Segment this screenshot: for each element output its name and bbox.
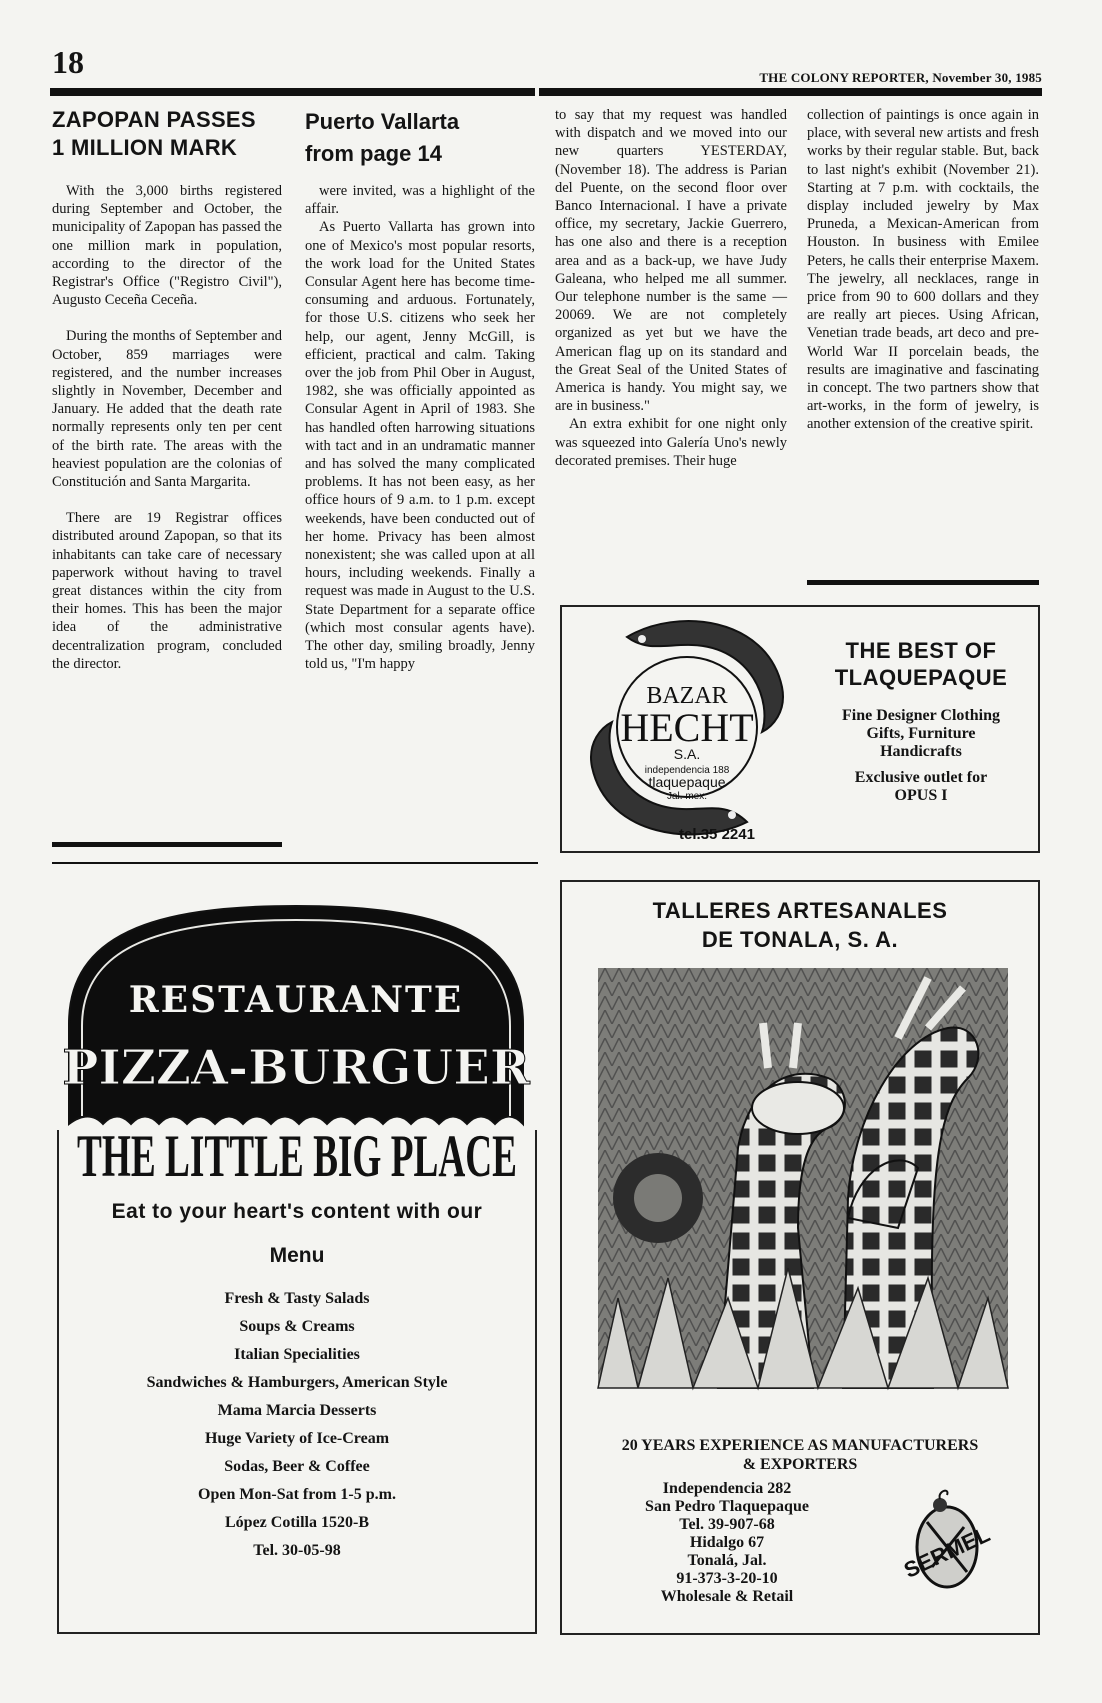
bazar-hecht-logo bbox=[567, 607, 807, 847]
restaurant-sign bbox=[54, 894, 538, 1130]
pizza-headline bbox=[59, 1123, 535, 1189]
article-vallarta-col2 bbox=[305, 106, 535, 673]
zapopan-headline bbox=[52, 106, 282, 162]
svg-text:tel.35 2241: tel.35 2241 bbox=[679, 826, 755, 843]
hecht-title-line1: THE BEST OF bbox=[845, 638, 997, 663]
hecht-line5: OPUS I bbox=[894, 787, 948, 804]
article-vallarta-col4 bbox=[807, 106, 1039, 434]
hecht-line2: Gifts, Furniture bbox=[866, 725, 976, 742]
header-info: THE COLONY REPORTER, November 30, 1985 bbox=[759, 70, 1042, 85]
talleres-address bbox=[592, 1480, 862, 1606]
hecht-title-line2: TLAQUEPAQUE bbox=[834, 665, 1008, 690]
address-line: Tel. 39-907-68 bbox=[679, 1516, 775, 1533]
pizza-menu-box bbox=[57, 1123, 537, 1634]
svg-text:independencia 188: independencia 188 bbox=[644, 765, 730, 776]
vallarta-col2-paragraph-2: As Puerto Vallarta has grown into one of Mexico's most popular resorts, the work load for the United States Consular Agent here has become time-consuming and arduous. Fortunately, for those U.S. citizens who seek her help, our agent, Jenny McGill, is efficient, practical and calm. Taking over the job from Phil Ober in August, 1982, she was officially appointed as Consular Agent in April of 1983. She has handled often harrowing situations with tact and in an undramatic manner and has solved the many complicated problems. It has not been easy, as her office hours of 9 a.m. to 1 p.m. except weekends, have been conducted out of her home. Privacy has been almost nonexistent; she was called upon at all hours, including weekends. Finally a request was made in August to the U.S. State Department for a separate office (which most consular agents have). The other day, smiling broadly, Jenny told us, "I'm happy bbox=[305, 219, 535, 673]
svg-text:THE LITTLE BIG PLACE: THE LITTLE BIG PLACE bbox=[77, 1123, 517, 1189]
address-line: 91-373-3-20-10 bbox=[676, 1570, 778, 1587]
ad-pizza-burguer bbox=[54, 894, 538, 1634]
menu-item: Huge Variety of Ice-Cream bbox=[204, 1430, 390, 1447]
vallarta-col4-paragraph-1: collection of paintings is once again in place, with several new artists and fresh works by their regular stable. But, back to last night's exhibit (November 21). Starting at 7 p.m. with cocktails, the display included jewelry by Max Pruneda, a Mexican-American from Houston. In business with Emilee Peters, he calls their enterprise Maxem. The jewelry, all necklaces, range in price from 90 to 600 dollars and they are really art pieces. Using African, Venetian trade beads, art deco and pre-World War II porcelain beads, the results are imaginative and fascinating in concept. The two partners show that art-works, in the form of jewelry, is another extension of the creative spirit. bbox=[807, 107, 1039, 433]
hecht-line4: Exclusive outlet for bbox=[854, 769, 988, 786]
zapopan-headline-line2: 1 MILLION MARK bbox=[52, 135, 238, 160]
restaurant-phone: Tel. 30-05-98 bbox=[253, 1542, 341, 1559]
menu-item: Italian Specialities bbox=[234, 1346, 360, 1363]
vallarta-headline-line2: from page 14 bbox=[305, 141, 442, 166]
hecht-text-block bbox=[812, 637, 1030, 805]
fish-eye-icon bbox=[728, 811, 736, 819]
menu-item: Soups & Creams bbox=[239, 1318, 355, 1335]
vallarta-col3-paragraph-2: An extra exhibit for one night only was squeezed into Galería Uno's newly decorated premises. Their huge bbox=[555, 416, 787, 469]
article-vallarta-col3 bbox=[555, 106, 787, 470]
svg-text:Jal. mex.: Jal. mex. bbox=[666, 791, 708, 802]
talleres-title bbox=[562, 896, 1038, 954]
svg-text:tlaquepaque: tlaquepaque bbox=[648, 774, 726, 790]
fish-eye-icon bbox=[638, 635, 646, 643]
masthead-rule bbox=[50, 88, 1042, 96]
talleres-title-line2: DE TONALA, S. A. bbox=[701, 927, 899, 952]
col4-end-rule bbox=[807, 580, 1039, 585]
svg-text:SERMEL: SERMEL bbox=[899, 1521, 994, 1583]
vallarta-col2-paragraph-1: were invited, was a highlight of the affair. bbox=[305, 183, 535, 218]
address-line: San Pedro Tlaquepaque bbox=[645, 1498, 809, 1515]
svg-text:BAZAR: BAZAR bbox=[646, 683, 728, 709]
article-zapopan bbox=[52, 106, 282, 673]
ad-bazar-hecht bbox=[560, 605, 1040, 853]
giraffe-photo bbox=[598, 968, 1008, 1388]
experience-line1: 20 YEARS EXPERIENCE AS MANUFACTURERS bbox=[621, 1437, 979, 1454]
zapopan-paragraph-3: There are 19 Registrar offices distributed around Zapopan, so that its inhabitants can take care of necessary paperwork without having to travel great distances within the city from their homes. This has been the major idea of the administrative decentralization program, concluded the director. bbox=[52, 510, 282, 672]
address-line: Wholesale & Retail bbox=[660, 1588, 794, 1605]
pizza-menu-label: Menu bbox=[269, 1244, 325, 1267]
section-divider bbox=[52, 862, 538, 864]
vallarta-headline-line1: Puerto Vallarta bbox=[305, 109, 460, 134]
page-number: 18 bbox=[52, 44, 84, 80]
zapopan-paragraph-2: During the months of September and October, 859 marriages were registered, and the number increases slightly in November, December and January. He added that the death rate normally represents only ten per cent of the birth rate. The areas with the heaviest population are the colonias of Constitución and Santa Margarita. bbox=[52, 328, 282, 491]
menu-item: Sandwiches & Hamburgers, American Style bbox=[146, 1374, 448, 1391]
svg-text:RESTAURANTE: RESTAURANTE bbox=[128, 979, 464, 1021]
talleres-title-line1: TALLERES ARTESANALES bbox=[652, 898, 948, 923]
experience-line2: & EXPORTERS bbox=[742, 1456, 858, 1473]
ad-talleres-tonala bbox=[560, 880, 1040, 1635]
zapopan-end-rule bbox=[52, 842, 282, 847]
hecht-line3: Handicrafts bbox=[880, 743, 962, 760]
svg-text:HECHT: HECHT bbox=[620, 705, 754, 750]
talleres-experience bbox=[562, 1436, 1038, 1474]
address-line: Tonalá, Jal. bbox=[687, 1552, 767, 1569]
hecht-line1: Fine Designer Clothing bbox=[842, 707, 1000, 724]
sermel-logo bbox=[892, 1487, 1012, 1597]
pizza-tagline: Eat to your heart's content with our bbox=[111, 1200, 483, 1223]
menu-item: Mama Marcia Desserts bbox=[217, 1402, 377, 1419]
opening-hours: Open Mon-Sat from 1-5 p.m. bbox=[198, 1486, 396, 1503]
zapopan-headline-line1: ZAPOPAN PASSES bbox=[52, 107, 256, 132]
zapopan-paragraph-1: With the 3,000 births registered during September and October, the municipality of Zapopan has passed the one million mark in population, according to the director of the Registrar's Office ("Registro Civil"), Augusto Ceceña Ceceña. bbox=[52, 183, 282, 309]
menu-item: Sodas, Beer & Coffee bbox=[224, 1458, 370, 1475]
address-line: Independencia 282 bbox=[662, 1480, 792, 1497]
vallarta-col3-paragraph-1: to say that my request was handled with dispatch and we moved into our new quarters YESTERDAY, (November 18). The address is Parian del Puente, on the second floor over Banco Internacional. I have a private office, my secretary, Jackie Guerrero, has one also and there is a reception area and as a back-up, we have Judy Galeana, who helped me all summer. Our telephone number is the same — 20069. We are not completely organized as yet but we have the American flag up on its standard and the Great Seal of the United States of America is handy. You might say, we are in business." bbox=[555, 107, 787, 415]
menu-item: Fresh & Tasty Salads bbox=[224, 1290, 370, 1307]
svg-text:S.A.: S.A. bbox=[673, 746, 701, 762]
restaurant-address: López Cotilla 1520-B bbox=[225, 1514, 369, 1531]
svg-text:PIZZA-BURGUER: PIZZA-BURGUER bbox=[62, 1040, 530, 1096]
address-line: Hidalgo 67 bbox=[689, 1534, 765, 1551]
vallarta-headline bbox=[305, 106, 535, 170]
